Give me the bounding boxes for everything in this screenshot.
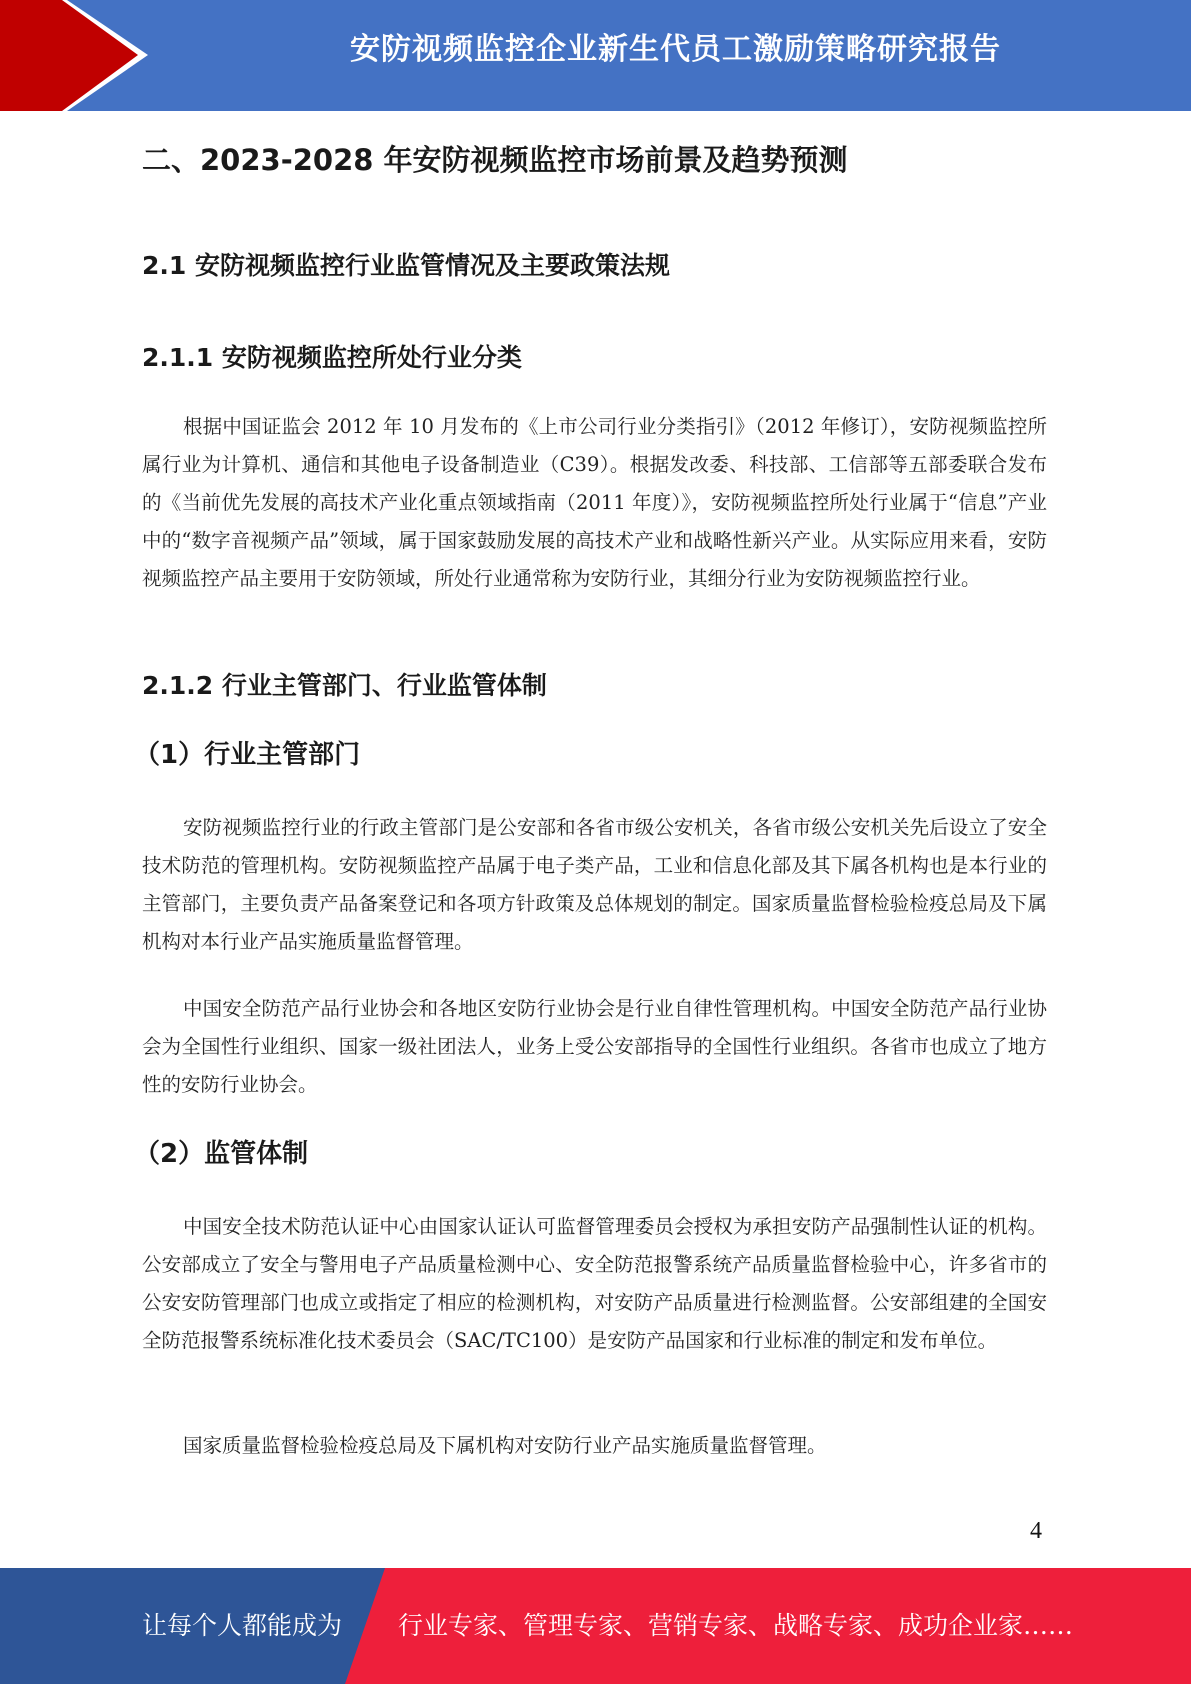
paragraph-associations: 中国安全防范产品行业协会和各地区安防行业协会是行业自律性管理机构。中国安全防范产品行业协会为全国性行业组织、国家一级社团法人，业务上受公安部指导的全国性行业组织。各省市也成立了地方性的安防行业协会。 [142, 997, 1047, 1096]
item-2-heading: （2）监管体制 [134, 1139, 309, 1169]
item-1-heading: （1）行业主管部门 [134, 740, 361, 770]
report-title: 安防视频监控企业新生代员工激励策略研究报告 [350, 32, 1001, 67]
page-number: 4 [1030, 1518, 1042, 1544]
subsection-2-1-1-heading: 2.1.1 安防视频监控所处行业分类 [142, 343, 522, 372]
paragraph-authorities: 安防视频监控行业的行政主管部门是公安部和各省市级公安机关，各省市级公安机关先后设立了安全技术防范的管理机构。安防视频监控产品属于电子类产品，工业和信息化部及其下属各机构也是本行业的主管部门，主要负责产品备案登记和各项方针政策及总体规划的制定。国家质量监督检验检疫总局及下属机构对本行业产品实施质量监督管理。 [142, 816, 1047, 953]
page-footer [0, 1568, 1191, 1684]
paragraph-regulatory-system: 中国安全技术防范认证中心由国家认证认可监督管理委员会授权为承担安防产品强制性认证的机构。公安部成立了安全与警用电子产品质量检测中心、安全防范报警系统产品质量监督检验中心，许多省市的公安安防管理部门也成立或指定了相应的检测机构，对安防产品质量进行检测监督。公安部组建的全国安全防范报警系统标准化技术委员会（SAC/TC100）是安防产品国家和行业标准的制定和发布单位。 [142, 1215, 1047, 1352]
page-header [0, 0, 1191, 111]
section-heading: 二、2023-2028 年安防视频监控市场前景及趋势预测 [142, 143, 848, 177]
footer-slogan-left: 让每个人都能成为 [142, 1611, 343, 1640]
footer-slogan-right: 行业专家、管理专家、营销专家、战略专家、成功企业家…… [398, 1611, 1074, 1640]
paragraph-industry-classification: 根据中国证监会 2012 年 10 月发布的《上市公司行业分类指引》（2012 年修订），安防视频监控所属行业为计算机、通信和其他电子设备制造业（C39）。根据发改委、科技部、工信部等五部委联合发布的《当前优先发展的高技术产业化重点领域指南（2011 年度）》，安防视频监控所处行业属于“信息”产业中的“数字音视频产品”领域，属于国家鼓励发展的高技术产业和战略性新兴产业。从实际应用来看，安防视频监控产品主要用于安防领域，所处行业通常称为安防行业，其细分行业为安防视频监控行业。 [142, 415, 1047, 590]
subsection-2-1-heading: 2.1 安防视频监控行业监管情况及主要政策法规 [142, 251, 670, 280]
paragraph-quality-supervision: 国家质量监督检验检疫总局及下属机构对安防行业产品实施质量监督管理。 [183, 1434, 827, 1457]
subsection-2-1-2-heading: 2.1.2 行业主管部门、行业监管体制 [142, 671, 547, 700]
